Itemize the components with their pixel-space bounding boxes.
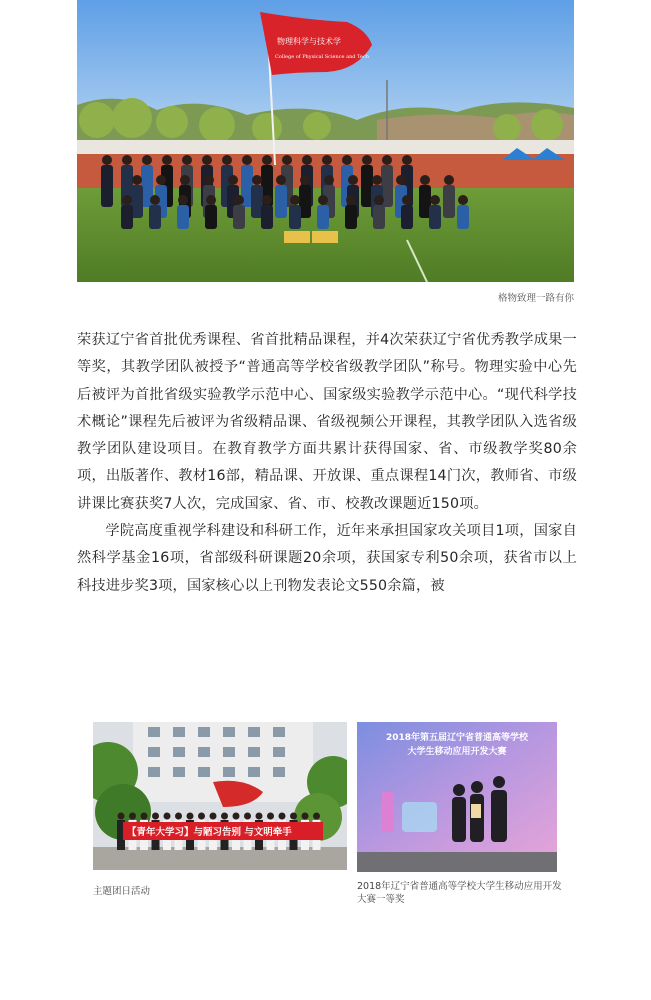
article-paragraph-1: 荣获辽宁省首批优秀课程、省首批精品课程，并4次荣获辽宁省优秀教学成果一等奖，其教学团队被授予“普通高等学校省级教学团队”称号。物理实验中心先后被评为首批省级实验教学示范中心、国家级实验教学示范中心。“现代科学技术概论”课程先后被评为省级精品课、省级视频公开课程，其教学团队入选省级教学团队建设项目。在教育教学方面共累计获得国家、省、市级教学奖80余项，出版著作、教材16部，精品课、开放课、重点课程14门次，教师省、市级讲课比赛获奖7人次，完成国家、省、市、校教改课题近150项。 xyxy=(77,332,577,512)
article-body xyxy=(77,327,577,600)
flag-subtext: College of Physical Science and Tech xyxy=(275,54,370,60)
group-photo-sports-field xyxy=(77,0,574,282)
photo-caption-left: 主题团日活动 xyxy=(93,886,151,897)
activity-banner-text: 【青年大学习】与陋习告别 与文明牵手 xyxy=(127,827,292,838)
backdrop-title-line1: 2018年第五届辽宁省普通高等学校 xyxy=(385,733,529,743)
award-ceremony-photo xyxy=(357,722,557,872)
backdrop-title-line2: 大学生移动应用开发大赛 xyxy=(407,747,507,757)
theme-activity-photo xyxy=(93,722,347,870)
article-paragraph-2: 学院高度重视学科建设和科研工作，近年来承担国家攻关项目1项，国家自然科学基金16项，省部级科研课题20余项，获国家专利50余项，获省市以上科技进步奖3项，国家核心以上刊物发表论文550余篇，被 xyxy=(77,523,577,594)
photo-caption-top: 格物致理一路有你 xyxy=(497,293,574,304)
flag-text: 物理科学与技术学 xyxy=(277,37,341,46)
photo-caption-right: 2018年辽宁省普通高等学校大学生移动应用开发大赛一等奖 xyxy=(357,881,562,905)
